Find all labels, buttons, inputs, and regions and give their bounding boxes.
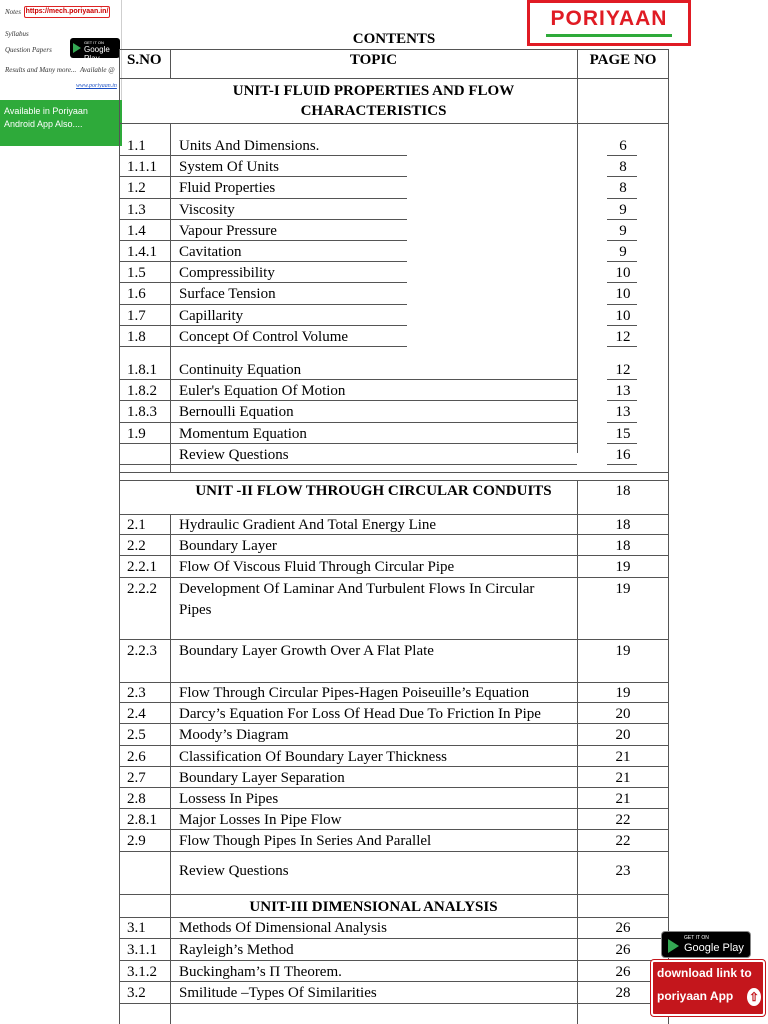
toc-row-topic: Vapour Pressure xyxy=(179,222,277,239)
toc-row-topic: Smilitude –Types Of Similarities xyxy=(179,985,377,1002)
row-divider xyxy=(119,702,669,703)
toc-row-page: 20 xyxy=(615,727,631,744)
ad-android-banner[interactable]: Available in Poriyaan Android App Also.... xyxy=(0,100,122,146)
unit1-title-line1: UNIT-I FLUID PROPERTIES AND FLOW xyxy=(232,83,515,99)
toc-row-sno: 3.2 xyxy=(127,985,146,1002)
toc-row-sno: 2.4 xyxy=(127,706,146,723)
header-page: PAGE NO xyxy=(589,52,657,68)
ad-site-link[interactable]: www.poriyaan.in xyxy=(76,83,117,89)
toc-row-page: 21 xyxy=(615,791,631,807)
play-store-icon xyxy=(73,43,81,53)
toc-row-page: 16 xyxy=(615,446,631,463)
row-divider xyxy=(119,829,669,830)
row-divider xyxy=(119,443,577,444)
toc-row-sno: 3.1.1 xyxy=(127,941,157,958)
unit2-page: 18 xyxy=(615,483,631,499)
toc-row-sno: 1.4.1 xyxy=(127,244,157,260)
page-divider xyxy=(607,198,637,199)
toc-row-topic: Capillarity xyxy=(179,307,244,324)
toc-row-sno: 2.2.1 xyxy=(127,559,157,576)
row-divider xyxy=(119,534,669,535)
google-play-badge[interactable] xyxy=(661,931,751,958)
toc-row-page: 10 xyxy=(615,265,631,282)
toc-row-page: 9 xyxy=(619,244,627,260)
toc-row-page: 22 xyxy=(615,833,631,850)
page-divider xyxy=(607,325,637,326)
ad-url-link[interactable]: https://mech.poriyaan.in/ xyxy=(24,6,110,18)
row-divider xyxy=(119,422,577,423)
toc-row-topic: Concept Of Control Volume xyxy=(179,328,349,345)
ad-gp-big-text: Google Play xyxy=(84,45,110,63)
toc-row-page: 20 xyxy=(615,706,631,723)
row-divider xyxy=(119,938,669,939)
arrow-up-icon: ⇧ xyxy=(748,990,760,1004)
toc-row-topic: Compressibility xyxy=(179,265,275,282)
row-2-2-3-topic: Boundary Layer Growth Over A Flat Plate xyxy=(179,643,434,659)
toc-row-page: 6 xyxy=(619,138,627,154)
toc-row-page: 19 xyxy=(615,685,631,701)
toc-row-sno: 1.8 xyxy=(127,328,146,345)
unit2-review-topic: Review Questions xyxy=(179,863,289,879)
row-divider xyxy=(119,745,669,746)
row-divider xyxy=(119,577,669,578)
column-divider xyxy=(170,514,171,1024)
row-2-2-3-sno: 2.2.3 xyxy=(127,643,157,659)
row-divider xyxy=(119,198,407,199)
page-divider xyxy=(607,422,637,423)
toc-row-sno: 2.9 xyxy=(127,833,146,850)
toc-row-sno: 2.1 xyxy=(127,517,146,533)
toc-row-page: 26 xyxy=(615,963,631,980)
row-divider xyxy=(119,261,407,262)
row-divider xyxy=(119,723,669,724)
toc-row-sno: 2.8.1 xyxy=(127,812,157,829)
page-divider xyxy=(607,261,637,262)
row-divider xyxy=(119,325,407,326)
toc-row-topic: Cavitation xyxy=(179,244,242,260)
page-divider xyxy=(607,219,637,220)
logo-text: PORIYAAN xyxy=(550,7,668,30)
row-2-2-2-page: 19 xyxy=(615,581,631,597)
row-divider xyxy=(119,555,669,556)
app-ad-card[interactable] xyxy=(0,0,122,146)
page-divider xyxy=(607,304,637,305)
row-divider xyxy=(119,240,407,241)
download-app-button[interactable] xyxy=(651,960,765,1016)
toc-row-sno: 1.3 xyxy=(127,201,146,218)
row-divider xyxy=(119,379,577,380)
toc-row-page: 9 xyxy=(619,222,627,239)
toc-row-page: 28 xyxy=(615,985,631,1002)
toc-row-page: 10 xyxy=(615,286,631,303)
unit3-title: UNIT-III DIMENSIONAL ANALYSIS xyxy=(249,899,498,915)
toc-row-topic: Review Questions xyxy=(179,446,289,463)
toc-row-topic: Methods Of Dimensional Analysis xyxy=(179,920,387,936)
row-2-2-3-page: 19 xyxy=(615,643,631,659)
page-divider xyxy=(607,400,637,401)
toc-row-topic: Hydraulic Gradient And Total Energy Line xyxy=(179,517,437,533)
ad-available-label: Available @ xyxy=(80,66,115,74)
row-divider xyxy=(119,981,669,982)
toc-row-sno: 2.7 xyxy=(127,769,146,786)
header-sno: S.NO xyxy=(127,52,162,68)
toc-row-page: 18 xyxy=(615,538,631,555)
row-divider xyxy=(119,304,407,305)
contents-title: CONTENTS xyxy=(352,31,436,47)
toc-row-topic: Continuity Equation xyxy=(179,362,302,378)
gp-small-text: GET IT ON xyxy=(684,935,709,941)
toc-row-page: 26 xyxy=(615,920,631,936)
download-line1: download link to xyxy=(657,966,752,980)
ad-gp-small-text: GET IT ON xyxy=(84,40,104,45)
toc-row-sno: 1.6 xyxy=(127,286,146,303)
toc-row-topic: Buckingham’s Π Theorem. xyxy=(179,963,342,980)
toc-row-topic: Darcy’s Equation For Loss Of Head Due To Friction In Pipe xyxy=(179,706,541,723)
toc-row-sno: 2.6 xyxy=(127,748,146,765)
row-divider xyxy=(119,851,669,852)
ad-google-play-badge[interactable] xyxy=(70,38,120,63)
toc-row-sno: 2.8 xyxy=(127,791,146,807)
row-divider xyxy=(119,808,669,809)
toc-row-topic: Euler's Equation Of Motion xyxy=(179,383,346,400)
toc-row-sno: 1.9 xyxy=(127,425,146,442)
toc-row-topic: Rayleigh’s Method xyxy=(179,941,294,958)
row-2-2-2-topic-line2: Pipes xyxy=(179,602,212,618)
unit1-title-line2: CHARACTERISTICS xyxy=(300,103,447,119)
page-divider xyxy=(607,155,637,156)
toc-row-topic: Momentum Equation xyxy=(179,425,307,442)
page-divider xyxy=(607,379,637,380)
toc-row-page: 9 xyxy=(619,201,627,218)
toc-row-topic: Major Losses In Pipe Flow xyxy=(179,812,342,829)
toc-row-page: 18 xyxy=(615,517,631,533)
toc-row-sno: 2.3 xyxy=(127,685,146,701)
toc-row-sno: 1.8.3 xyxy=(127,404,157,421)
toc-row-page: 21 xyxy=(615,769,631,786)
toc-row-topic: Lossess In Pipes xyxy=(179,791,279,807)
toc-row-topic: Fluid Properties xyxy=(179,180,276,197)
toc-row-topic: Boundary Layer xyxy=(179,538,277,555)
toc-row-topic: Surface Tension xyxy=(179,286,276,303)
toc-row-topic: Classification Of Boundary Layer Thickness xyxy=(179,748,447,765)
toc-row-page: 13 xyxy=(615,383,631,400)
toc-row-page: 12 xyxy=(615,328,631,345)
page-divider xyxy=(607,176,637,177)
toc-row-sno: 1.5 xyxy=(127,265,146,282)
column-divider xyxy=(577,123,578,453)
page-divider xyxy=(607,464,637,465)
row-divider xyxy=(119,346,407,347)
toc-row-sno: 2.5 xyxy=(127,727,146,744)
toc-row-topic: Flow Through Circular Pipes-Hagen Poiseuille’s Equation xyxy=(179,685,530,701)
toc-row-sno: 3.1 xyxy=(127,920,146,936)
row-2-2-2-sno: 2.2.2 xyxy=(127,581,157,597)
toc-row-page: 26 xyxy=(615,941,631,958)
unit2-title: UNIT -II FLOW THROUGH CIRCULAR CONDUITS xyxy=(195,483,552,499)
row-divider xyxy=(119,766,669,767)
row-divider xyxy=(119,282,407,283)
toc-row-topic: Units And Dimensions. xyxy=(179,138,320,154)
toc-row-sno: 1.2 xyxy=(127,180,146,197)
row-divider xyxy=(119,960,669,961)
page-divider xyxy=(607,346,637,347)
toc-row-page: 12 xyxy=(615,362,631,378)
toc-row-page: 21 xyxy=(615,748,631,765)
toc-row-sno: 3.1.2 xyxy=(127,963,157,980)
contents-table xyxy=(119,27,669,1024)
ad-question-papers-label: Question Papers xyxy=(5,46,52,54)
ad-results-label: Results and Many more... xyxy=(5,66,77,74)
toc-row-sno: 2.2 xyxy=(127,538,146,555)
toc-row-topic: Boundary Layer Separation xyxy=(179,769,345,786)
play-store-icon xyxy=(668,939,679,953)
toc-row-sno: 1.7 xyxy=(127,307,146,324)
column-divider xyxy=(170,123,171,472)
ad-notes-label: Notes xyxy=(5,8,21,16)
toc-row-page: 22 xyxy=(615,812,631,829)
toc-row-sno: 1.1.1 xyxy=(127,159,157,176)
ad-syllabus-label: Syllabus xyxy=(5,30,29,38)
download-line2: poriyaan App xyxy=(657,989,734,1003)
toc-row-page: 13 xyxy=(615,404,631,421)
toc-row-page: 19 xyxy=(615,559,631,576)
toc-row-page: 10 xyxy=(615,307,631,324)
row-divider xyxy=(119,464,577,465)
header-topic: TOPIC xyxy=(349,52,398,68)
toc-row-sno: 1.1 xyxy=(127,138,146,154)
toc-row-sno: 1.8.1 xyxy=(127,362,157,378)
row-divider xyxy=(119,400,577,401)
row-2-2-2-topic-line1: Development Of Laminar And Turbulent Flows In Circular xyxy=(179,581,535,597)
toc-row-topic: Moody’s Diagram xyxy=(179,727,289,744)
row-divider xyxy=(119,176,407,177)
toc-row-page: 8 xyxy=(619,159,627,176)
row-divider xyxy=(119,1003,669,1004)
toc-row-sno: 1.8.2 xyxy=(127,383,157,400)
toc-row-sno: 1.4 xyxy=(127,222,146,239)
page-divider xyxy=(607,240,637,241)
page-divider xyxy=(607,443,637,444)
row-divider xyxy=(119,155,407,156)
row-divider xyxy=(119,787,669,788)
toc-row-page: 15 xyxy=(615,425,631,442)
toc-row-topic: Flow Though Pipes In Series And Parallel xyxy=(179,833,432,850)
toc-row-topic: Flow Of Viscous Fluid Through Circular Pipe xyxy=(179,559,455,576)
toc-row-topic: System Of Units xyxy=(179,159,280,176)
toc-row-topic: Viscosity xyxy=(179,201,235,218)
unit2-review-page: 23 xyxy=(615,863,631,879)
gp-big-text: Google Play xyxy=(684,942,744,954)
column-divider xyxy=(577,514,578,1024)
page-divider xyxy=(607,282,637,283)
toc-row-topic: Bernoulli Equation xyxy=(179,404,294,421)
toc-row-page: 8 xyxy=(619,180,627,197)
row-divider xyxy=(119,219,407,220)
